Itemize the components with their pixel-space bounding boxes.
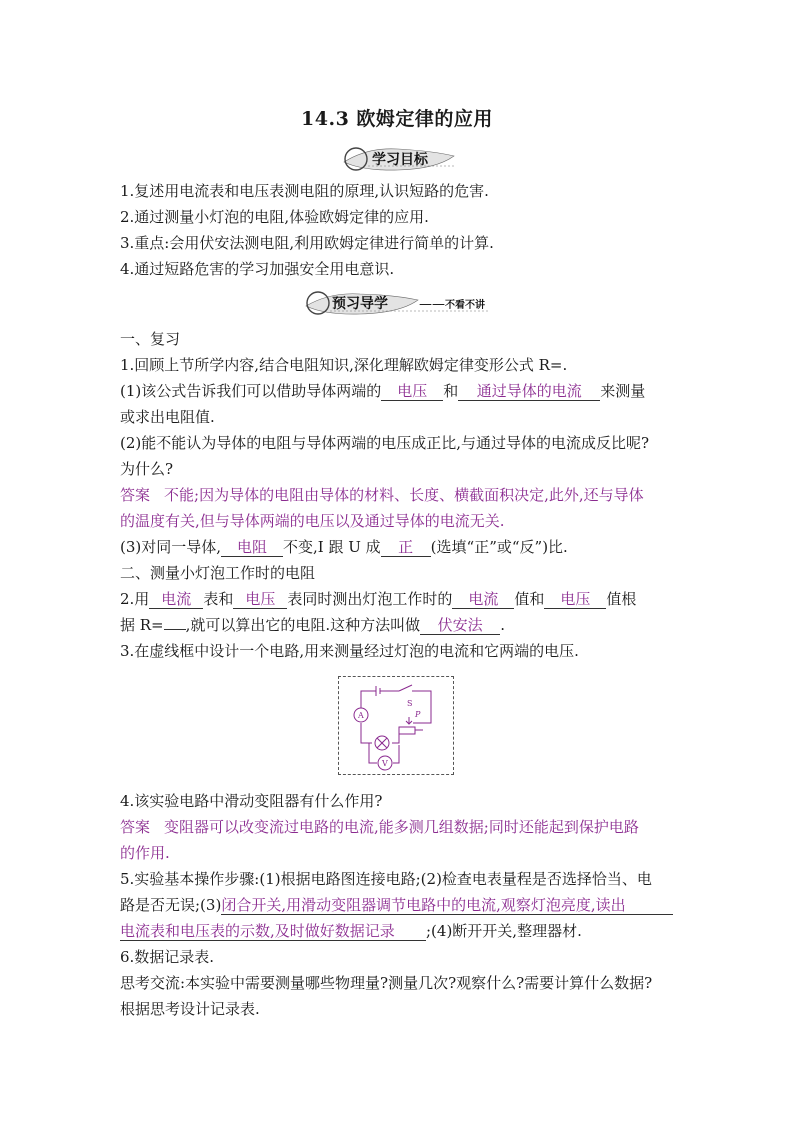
banner-preview-dash: —— [419,297,445,312]
question-1-part-1-cont: 或求出电阻值. [120,408,215,426]
banner-preview-sub: 不看不讲 [445,300,485,311]
question-5: 5.实验基本操作步骤:(1)根据电路图连接电路;(2)检查电表量程是否选择恰当、电 [120,870,652,888]
question-5-cont: 路是否无误;(3)闭合开关,用滑动变阻器调节电路中的电流,观察灯泡亮度,读出 [120,894,673,916]
goal-2: 2.通过测量小灯泡的电阻,体验欧姆定律的应用. [120,208,429,226]
goal-3: 3.重点:会用伏安法测电阻,利用欧姆定律进行简单的计算. [120,234,494,252]
blank-ammeter: 电流 [149,590,203,609]
question-1-part-1: (1)该公式告诉我们可以借助导体两端的 电压 和 通过导体的电流 来测量 [120,382,646,400]
blank-current-value: 电流 [452,590,514,609]
question-3: 3.在虚线框中设计一个电路,用来测量经过灯泡的电流和它两端的电压. [120,642,579,660]
think-discuss: 思考交流:本实验中需要测量哪些物理量?测量几次?观察什么?需要计算什么数据? [120,974,653,992]
blank-voltmeter: 电压 [233,590,287,609]
section-measure: 二、测量小灯泡工作时的电阻 [120,564,316,582]
rheostat-label: P [415,710,421,719]
answer-1-cont: 的温度有关,但与导体两端的电压以及通过导体的电流无关. [120,512,505,530]
switch-label: S [407,699,413,708]
goal-4: 4.通过短路危害的学习加强安全用电意识. [120,260,395,278]
banner-study-goals [338,142,458,176]
voltmeter-label: V [382,759,388,768]
question-1-part-2: (2)能不能认为导体的电阻与导体两端的电压成正比,与通过导体的电流成反比呢? [120,434,650,452]
question-5-cont-2: 电流表和电压表的示数,及时做好数据记录 ;(4)断开开关,整理器材. [120,922,582,940]
blank-voltage: 电压 [381,382,443,401]
blank-voltage-value: 电压 [544,590,606,609]
blank-direct: 正 [381,538,431,557]
answer-tag: 答案 [120,818,151,836]
circuit-diagram-box [338,676,454,775]
question-6: 6.数据记录表. [120,948,215,966]
question-1-part-3: (3)对同一导体, 电阻 不变,I 跟 U 成 正 (选填“正”或“反”)比. [120,538,568,556]
question-1: 1.回顾上节所学内容,结合电阻知识,深化理解欧姆定律变形公式 R=. [120,356,568,374]
banner-preview [300,286,494,320]
blank-current: 通过导体的电流 [458,382,600,401]
answer-4: 答案 变阻器可以改变流过电路的电流,能多测几组数据;同时还能起到保护电路 [120,818,639,836]
think-discuss-cont: 根据思考设计记录表. [120,1000,260,1018]
page-title: 14.3 欧姆定律的应用 [301,108,493,130]
blank-method: 伏安法 [420,616,500,635]
question-1-part-2-cont: 为什么? [120,460,174,478]
blank-resistance: 电阻 [221,538,283,557]
blank-procedure: 闭合开关,用滑动变阻器调节电路中的电流,观察灯泡亮度,读出 [221,896,673,915]
answer-tag: 答案 [120,486,151,504]
answer-1: 答案 不能;因为导体的电阻由导体的材料、长度、横截面积决定,此外,还与导体 [120,486,644,504]
question-2-cont: 据 R= ,就可以算出它的电阻.这种方法叫做 伏安法 . [120,616,505,634]
banner-study-goals-label: 学习目标 [372,152,428,168]
blank-procedure-cont: 电流表和电压表的示数,及时做好数据记录 [120,922,426,941]
ammeter-label: A [358,711,364,720]
circuit-diagram [339,677,453,774]
banner-preview-label: 预习导学 [332,296,388,312]
goal-1: 1.复述用电流表和电压表测电阻的原理,认识短路的危害. [120,182,489,200]
section-review: 一、复习 [120,330,181,348]
question-2: 2.用 电流 表和 电压 表同时测出灯泡工作时的 电流 值和 电压 值根 [120,590,637,608]
question-4: 4.该实验电路中滑动变阻器有什么作用? [120,792,383,810]
blank-formula [164,629,186,630]
answer-4-cont: 的作用. [120,844,170,862]
